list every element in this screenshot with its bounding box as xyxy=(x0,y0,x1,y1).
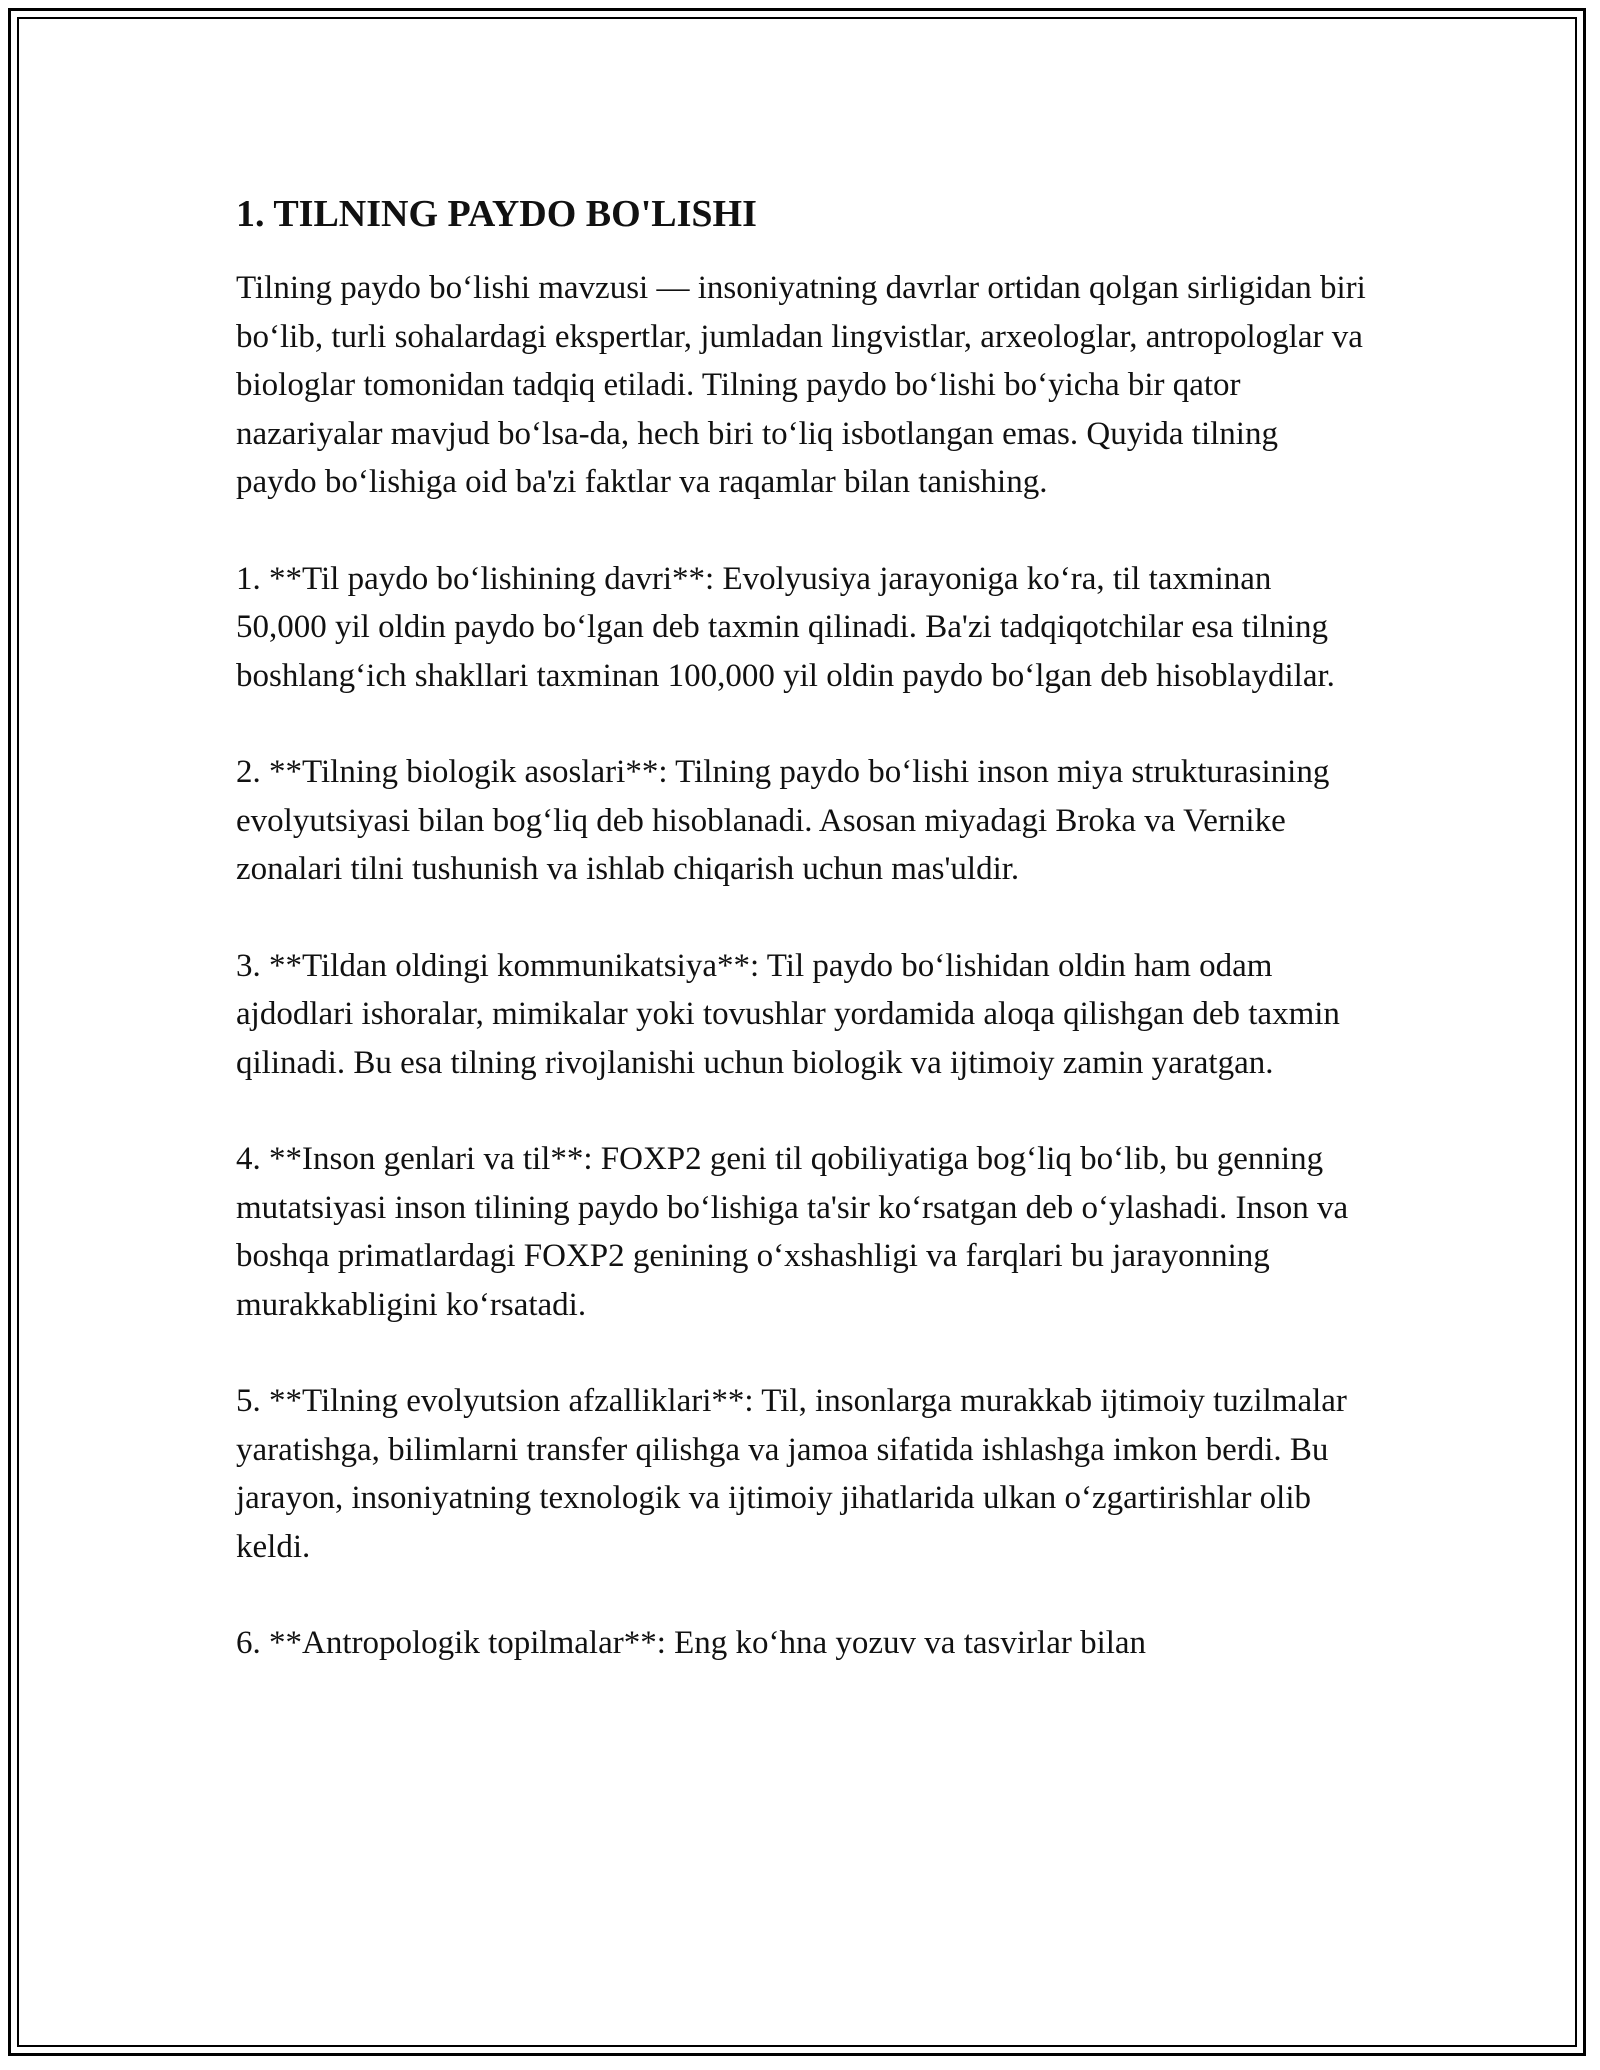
document-body xyxy=(236,180,1366,1716)
list-item-1: 1. **Til paydo bo‘lishining davri**: Evolyusiya jarayoniga ko‘ra, til taxminan 50,000 yil oldin paydo bo‘lgan deb taxmin qilinadi. Ba'zi tadqiqotchilar esa tilning boshlang‘ich shakllari taxminan 100,000 yil oldin paydo bo‘lgan deb hisoblaydilar. xyxy=(236,560,1335,694)
list-item-5: 5. **Tilning evolyutsion afzalliklari**: Til, insonlarga murakkab ijtimoiy tuzilmalar yaratishga, bilimlarni transfer qilishga va jamoa sifatida ishlashga imkon berdi. Bu jarayon, insoniyatning texnologik va ijtimoiy jihatlarida ulkan o‘zgartirishlar olib keldi. xyxy=(236,1383,1347,1565)
intro-paragraph: Tilning paydo bo‘lishi mavzusi — insoniyatning davrlar ortidan qolgan sirligidan biri bo‘lib, turli sohalardagi ekspertlar, jumladan lingvistlar, arxeologlar, antropologlar va biologlar tomonidan tadqiq etiladi. Tilning paydo bo‘lishi bo‘yicha bir qator nazariyalar mavjud bo‘lsa-da, hech biri to‘liq isbotlangan emas. Quyida tilning paydo bo‘lishiga oid ba'zi faktlar va raqamlar bilan tanishing. xyxy=(236,270,1366,500)
list-item-6: 6. **Antropologik topilmalar**: Eng ko‘hna yozuv va tasvirlar bilan xyxy=(236,1625,1147,1661)
list-item-2: 2. **Tilning biologik asoslari**: Tilning paydo bo‘lishi inson miya strukturasining evolyutsiyasi bilan bog‘liq deb hisoblanadi. Asosan miyadagi Broka va Vernike zonalari tilni tushunish va ishlab chiqarish uchun mas'uldir. xyxy=(236,754,1330,887)
list-item-4: 4. **Inson genlari va til**: FOXP2 geni til qobiliyatiga bog‘liq bo‘lib, bu genning mutatsiyasi inson tilining paydo bo‘lishiga ta'sir ko‘rsatgan deb o‘ylashadi. Inson va boshqa primatlardagi FOXP2 genining o‘xshashligi va farqlari bu jarayonning murakkabligini ko‘rsatadi. xyxy=(236,1141,1349,1323)
list-item-3: 3. **Tildan oldingi kommunikatsiya**: Til paydo bo‘lishidan oldin ham odam ajdodlari ishoralar, mimikalar yoki tovushlar yordamida aloqa qilishgan deb taxmin qilinadi. Bu esa tilning rivojlanishi uchun biologik va ijtimoiy zamin yaratgan. xyxy=(236,947,1340,1081)
section-heading: 1. TILNING PAYDO BO'LISHI xyxy=(236,193,757,235)
